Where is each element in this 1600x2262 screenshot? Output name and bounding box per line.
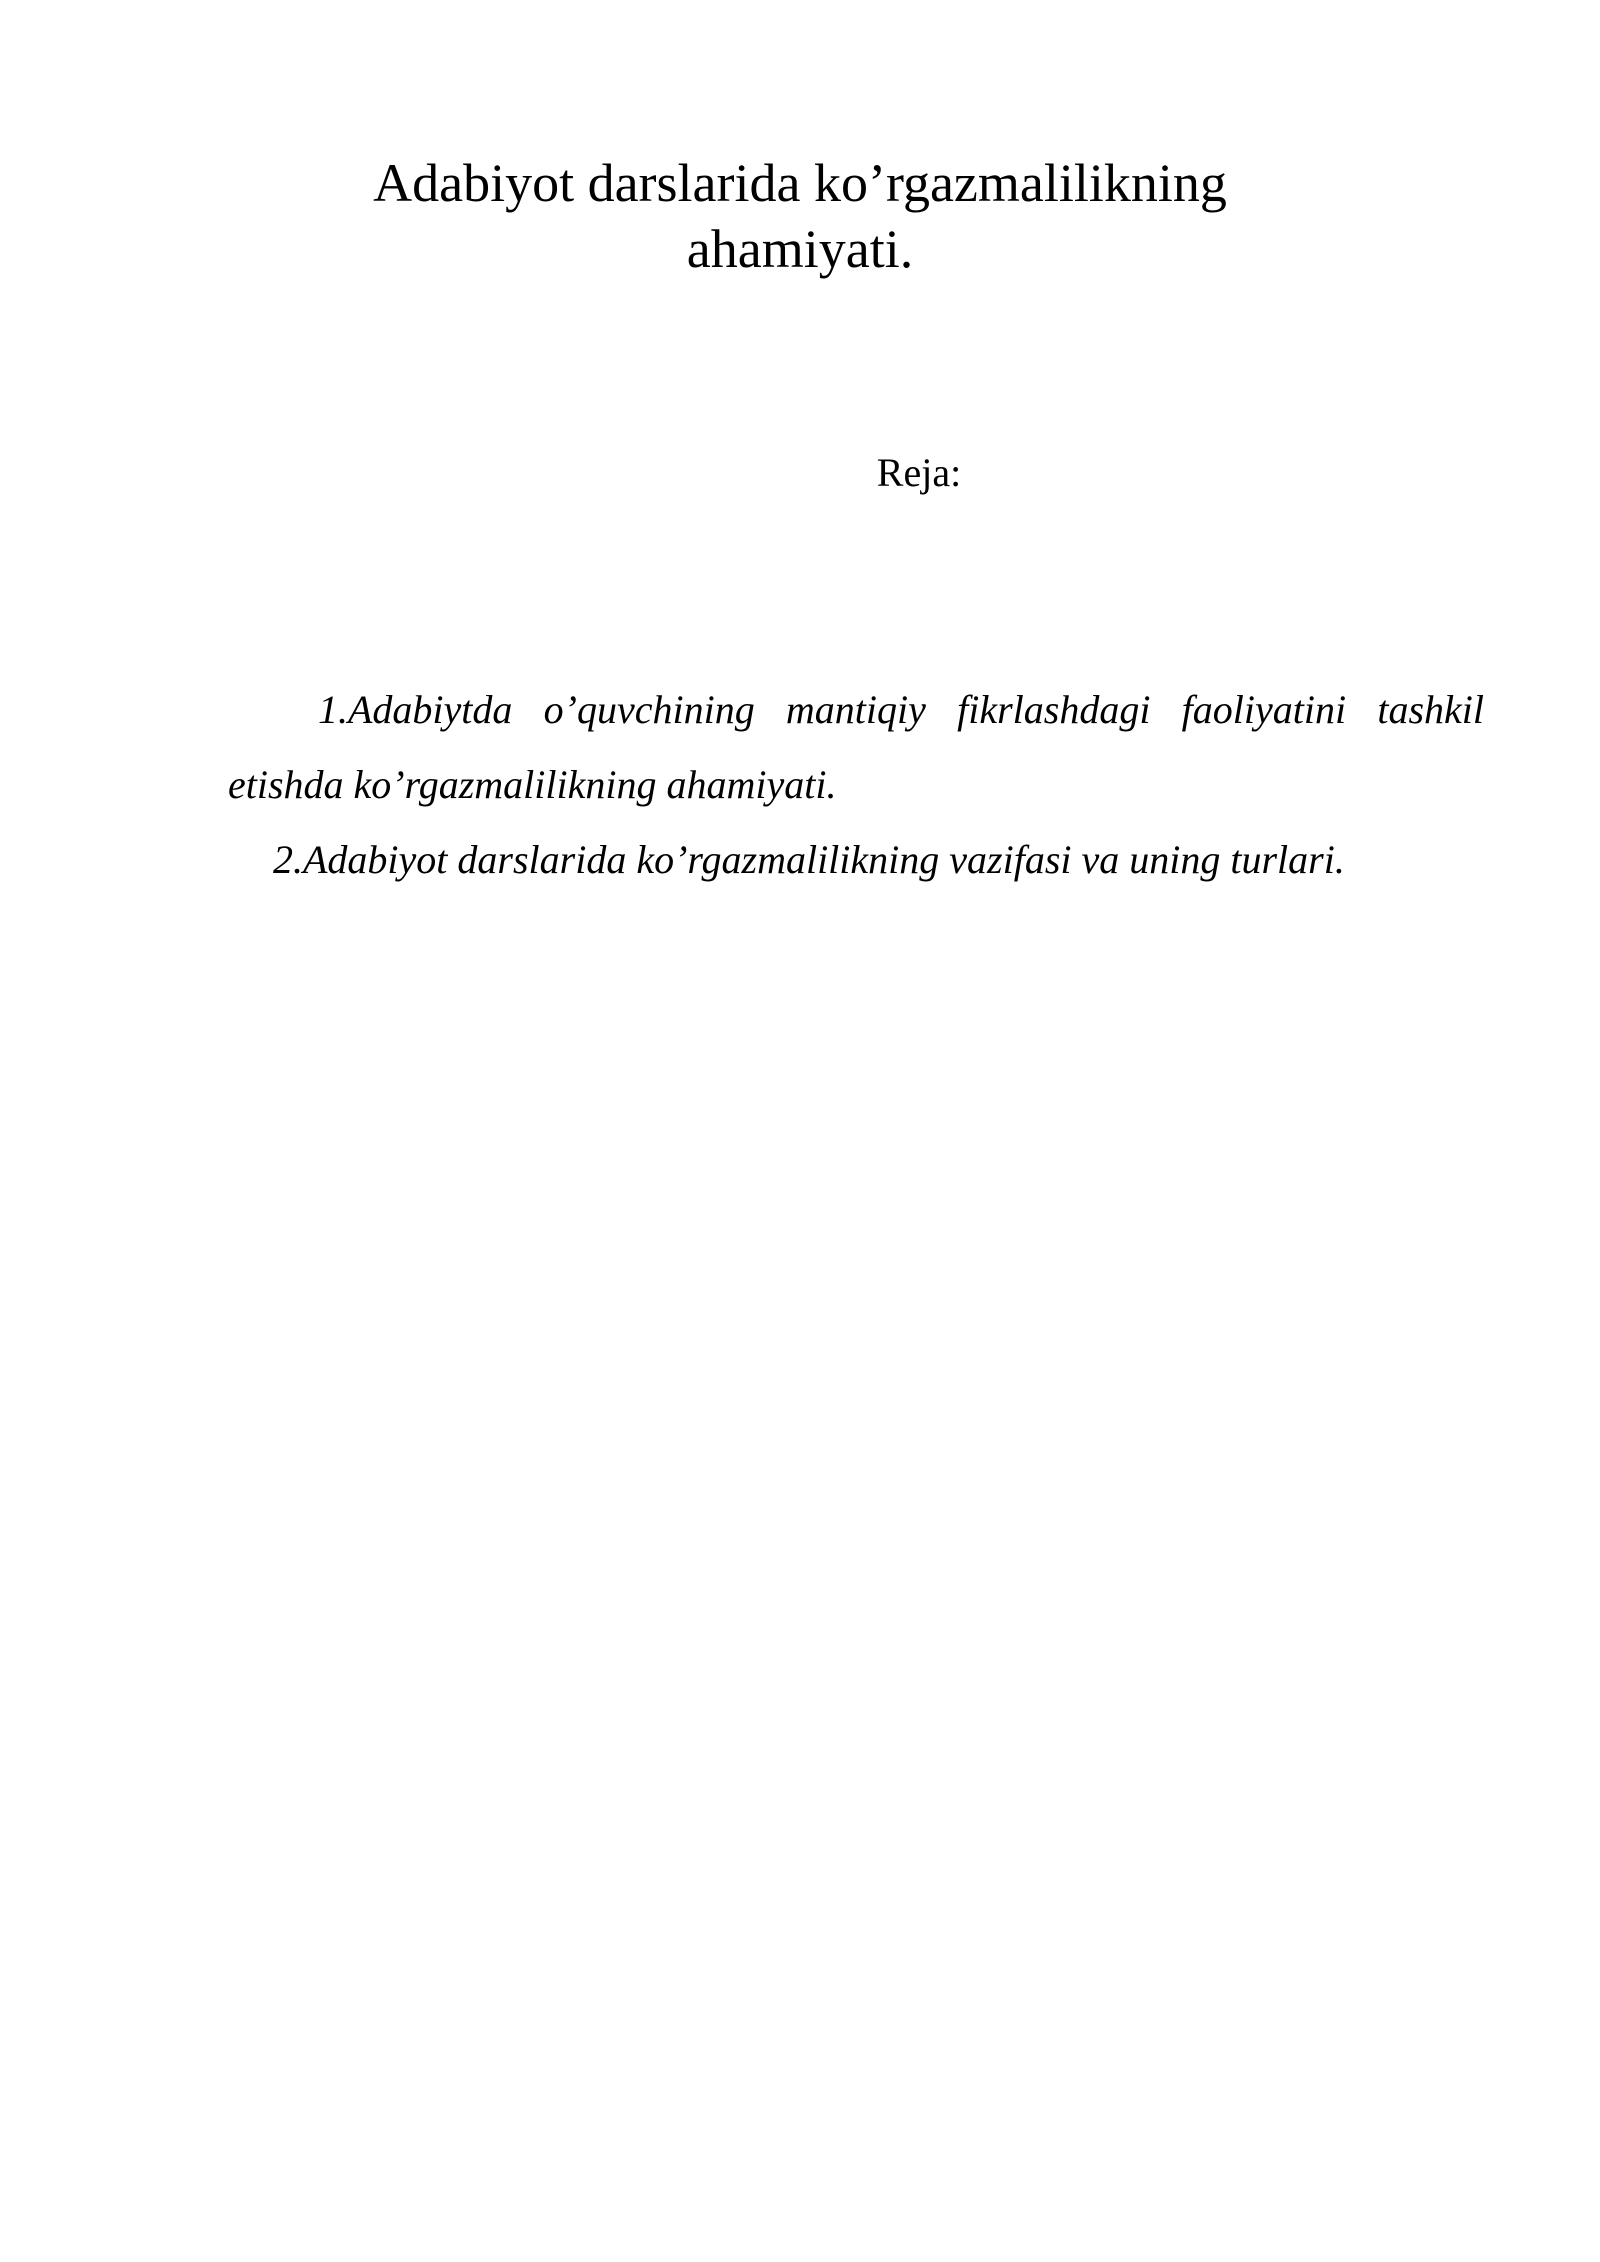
plan-heading: Reja: [876,450,962,495]
plan-item-1: 1.Adabiytda o’quvchining mantiqiy fikrlashdagi faoliyatini tashkil etishda ko’rgazmalilikning ahamiyati. [228,687,1484,807]
plan-list [228,672,1484,897]
title-line-2: ahamiyati. [686,219,914,279]
title-line-1: Adabiyot darslarida ko’rgazmalilikning [373,153,1227,213]
page-title [300,150,1300,282]
plan-item-2: 2.Adabiyot darslarida ko’rgazmalilikning vazifasi va uning turlari. [273,837,1345,882]
